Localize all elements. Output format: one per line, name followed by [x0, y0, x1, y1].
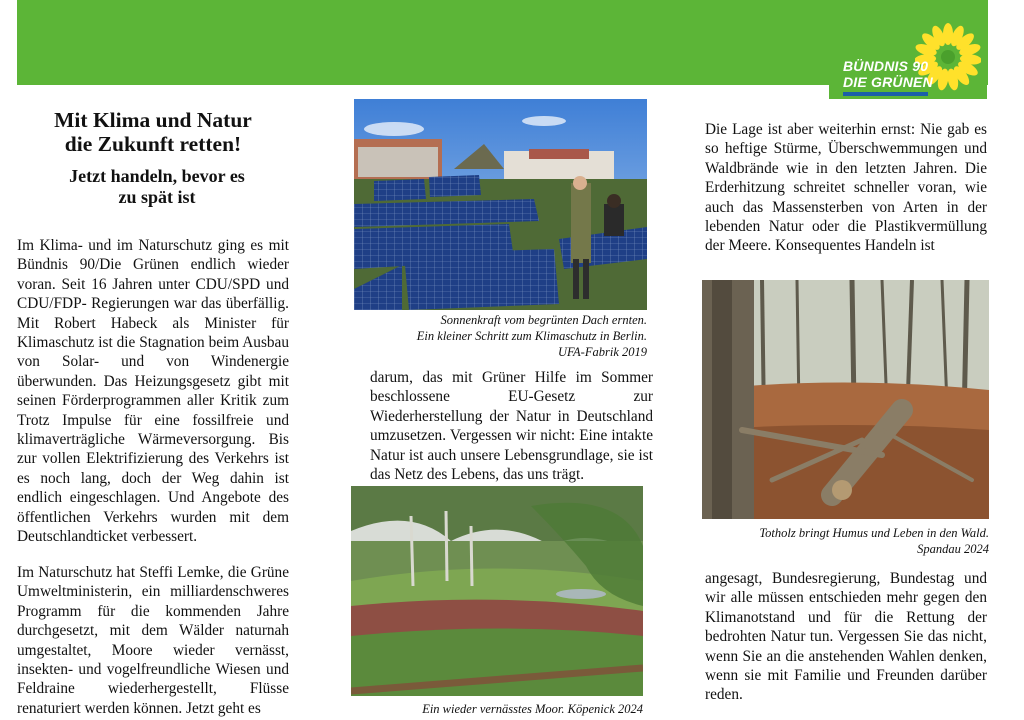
photo-deadwood-forest — [702, 280, 989, 519]
title-line-1: Mit Klima und Natur — [54, 108, 252, 132]
right-paragraph-2-text: angesagt, Bundesregierung, Bundestag und wir alle müssen entschieden mehr gegen den Klimanotstand und für die Rettung der bedrohten Natur tun. Vergessen Sie das nicht, wenn Sie an die anstehenden Wahlen denken, wenn sie mit Familie und Freunden darüber reden. — [705, 570, 987, 704]
caption-wet-moor — [351, 701, 643, 717]
logo-wordmark — [843, 58, 933, 90]
subtitle-line-1: Jetzt handeln, bevor es — [69, 166, 245, 186]
caption-deadwood-line-1: Totholz bringt Humus und Leben in den Wald. — [759, 526, 989, 540]
caption-solar-line-2: Ein kleiner Schritt zum Klimaschutz in Berlin. — [416, 329, 647, 343]
caption-deadwood — [702, 525, 989, 557]
caption-solar-roof — [354, 312, 647, 360]
logo-line-1: BÜNDNIS 90 — [843, 58, 929, 74]
caption-deadwood-line-2: Spandau 2024 — [917, 542, 989, 556]
left-column-paragraph-1 — [17, 236, 289, 547]
deadwood-forest-illustration — [702, 280, 989, 519]
logo-line-2: DIE GRÜNEN — [843, 74, 933, 90]
caption-moor-text: Ein wieder vernässtes Moor. Köpenick 2024 — [422, 702, 643, 716]
page-subtitle — [50, 166, 264, 208]
left-column-paragraph-2 — [17, 563, 289, 718]
page-title — [40, 108, 266, 156]
middle-column-paragraph — [370, 368, 653, 484]
caption-solar-line-3: UFA-Fabrik 2019 — [558, 345, 647, 359]
middle-paragraph-text: darum, das mit Grüner Hilfe im Sommer beschlossene EU-Gesetz zur Wiederherstellung der Natur in Deutschland umzusetzen. Vergessen wir nicht: Eine intakte Natur ist auch unsere Lebensgrundlage, sie ist das Netz des Lebens, das uns trägt. — [370, 369, 653, 484]
photo-wet-moor — [351, 486, 643, 696]
solar-roof-illustration — [354, 99, 647, 310]
party-logo — [829, 16, 987, 99]
right-column-paragraph-2 — [705, 569, 987, 705]
logo-underline — [843, 92, 928, 96]
left-paragraph-2-text: Im Naturschutz hat Steffi Lemke, die Grüne Umweltministerin, ein milliardenschweres Programm für die kommenden Jahre durchgesetzt, mit dem Wälder naturnah umgestaltet, Moore wieder vernässt, insekten- und vogelfreundliche Wiesen und Feldraine wiederhergestellt, Flüsse renaturiert werden können. Jetzt geht es — [17, 564, 289, 717]
right-paragraph-1-text: Die Lage ist aber weiterhin ernst: Nie gab es so heftige Stürme, Überschwemmungen und Waldbrände wie in den letzten Jahren. Die Erderhitzung schreitet schneller voran, wie auch das Massensterben von Arten in der lebenden Natur oder die Plastikvermüllung der Meere. Konsequentes Handeln ist — [705, 121, 987, 255]
left-paragraph-1-text: Im Klima- und im Naturschutz ging es mit Bündnis 90/Die Grünen endlich wieder voran. Seit 16 Jahren unter CDU/SPD und CDU/FDP- Regierungen war das überfällig. Mit Robert Habeck als Minister für Klimaschutz ist die Stagnation beim Ausbau von Solar- und von Windenergie überwunden. Das Heizungsgesetz gibt mit seinen Förderprogrammen aller Kritik zum Trotz Impulse für eine fossilfreie und klimaverträgliche Wärmeversorgung. Bis zur vollen Elektrifizierung des Verkehrs ist es noch lang, doch der Weg dahin ist endlich eingeschlagen. Und Angebote des öffentlichen Verkehrs wurden mit dem Deutschlandticket verbessert. — [17, 237, 289, 546]
wet-moor-illustration — [351, 486, 643, 696]
caption-solar-line-1: Sonnenkraft vom begrünten Dach ernten. — [440, 313, 647, 327]
photo-solar-roof — [354, 99, 647, 310]
title-line-2: die Zukunft retten! — [64, 132, 242, 156]
right-column-paragraph-1 — [705, 120, 987, 256]
subtitle-line-2: zu spät ist — [118, 187, 196, 207]
